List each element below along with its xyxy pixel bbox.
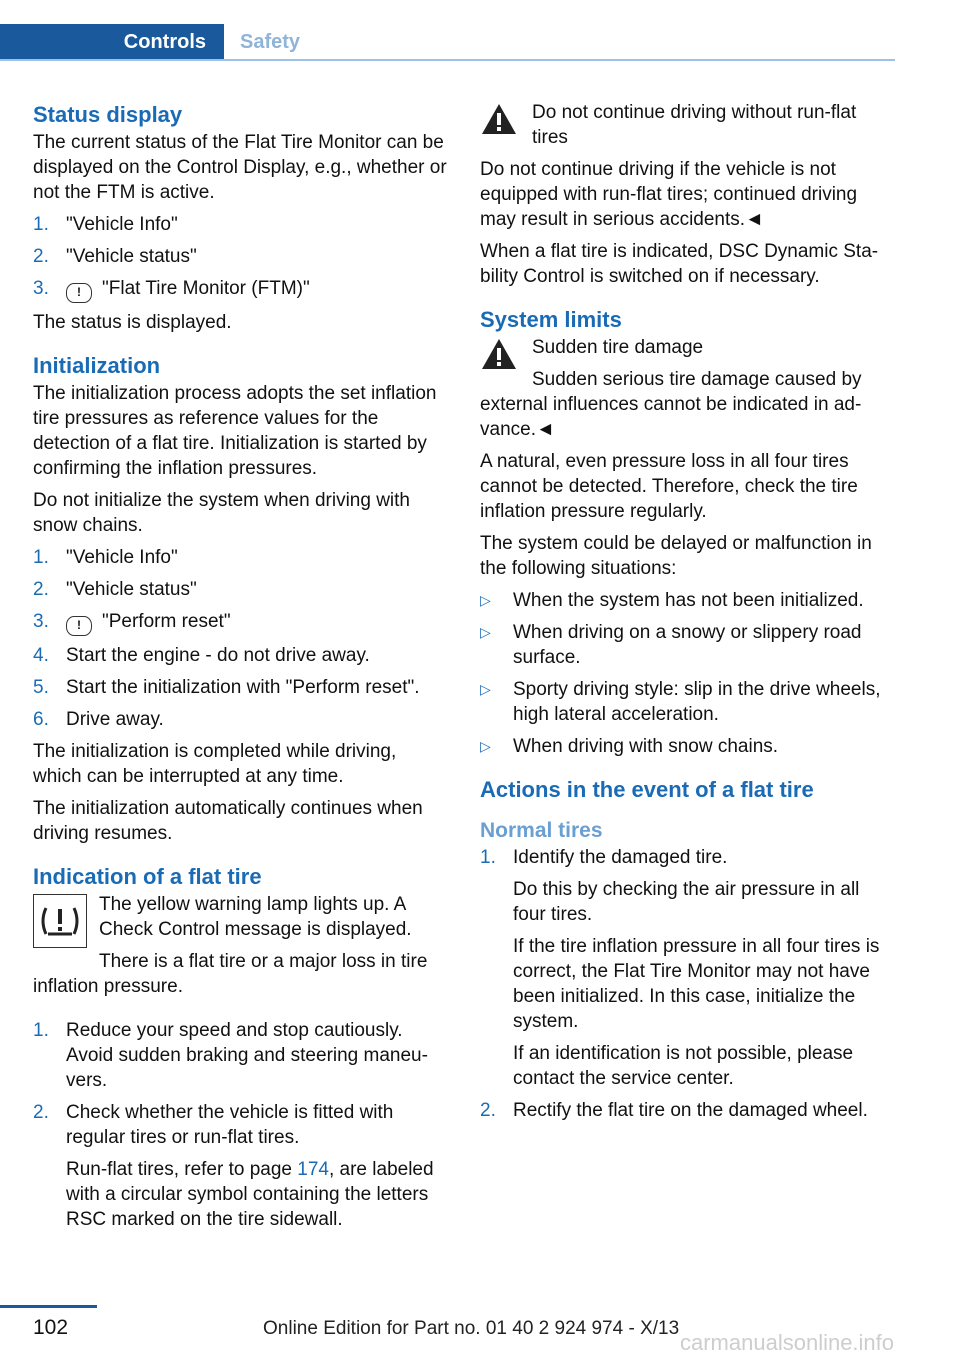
- heading-initialization: Initialization: [33, 353, 161, 378]
- section-tab-controls[interactable]: Controls: [0, 24, 224, 61]
- list-item: ▷ When the system has not been initialized.: [480, 590, 864, 611]
- status-after: The status is displayed.: [33, 312, 232, 333]
- heading-actions-flat: Actions in the event of a flat tire: [480, 777, 814, 802]
- edition-note: Online Edition for Part no. 01 40 2 924 974 - X/13: [263, 1318, 680, 1339]
- limits-p2: The system could be delayed or malfunction in the following situations:: [480, 533, 872, 579]
- list-item: 5. Start the initialization with "Perform reset".: [33, 677, 420, 698]
- list-item: 2. Check whether the vehicle is fitted with regular tires or run-flat tires. Run-flat tires, refer to page 174, are labeled with a circular symbol containing the letters RSC marked on the tire sidewall.: [33, 1102, 434, 1230]
- actions-steps: [480, 845, 896, 1123]
- status-steps: [33, 212, 447, 303]
- flat-lamp-text: The yellow warning lamp lights up. A Check Control message is displayed.: [99, 894, 412, 940]
- list-item: 2. "Vehicle status": [33, 246, 197, 267]
- init-after-2: The initialization automatically continues when driving resumes.: [33, 798, 423, 844]
- list-item: 4. Start the engine - do not drive away.: [33, 645, 370, 666]
- warning-title-sudden: Sudden tire damage: [532, 337, 704, 358]
- status-intro: The current status of the Flat Tire Monitor can be displayed on the Control Display, e.g., whether or not the FTM is active.: [33, 132, 447, 203]
- list-item: 1. "Vehicle Info": [33, 214, 178, 235]
- flat-steps: [33, 1018, 447, 1232]
- list-item: 3. ! "Flat Tire Monitor (FTM)": [33, 276, 447, 303]
- init-icon: !: [66, 616, 92, 636]
- init-note: Do not initialize the system when driving with snow chains.: [33, 490, 411, 536]
- init-after-1: The initialization is completed while driving, which can be interrupted at any time.: [33, 741, 397, 787]
- limits-p1: A natural, even pressure loss in all four tires cannot be detected. Therefore, check the tire inflation pressure regularly.: [480, 451, 858, 522]
- list-item: 6. Drive away.: [33, 709, 164, 730]
- warning-triangle-icon: [480, 102, 518, 136]
- warning-body-sudden: Sudden serious tire damage caused by external influences cannot be indicated in advance.◄: [480, 369, 862, 440]
- page-number-rule: [0, 1305, 97, 1308]
- right-column: [480, 100, 896, 1130]
- warning-title-runflat: Do not continue driving without run-flat tires: [532, 102, 857, 148]
- dsc-note: When a flat tire is indicated, DSC Dynamic Stability Control is switched on if necessary.: [480, 241, 879, 287]
- list-item: ▷ When driving with snow chains.: [480, 736, 779, 757]
- section-tab-safety[interactable]: Safety: [240, 31, 301, 53]
- list-item: 1. Reduce your speed and stop cautiously. Avoid sudden braking and steering maneuvers.: [33, 1020, 428, 1091]
- init-steps: [33, 545, 447, 732]
- init-intro: The initialization process adopts the set inflation tire pressures as reference values for the detection of a flat tire. Initialization is started by confirming the inflation pressures.: [33, 383, 437, 479]
- warning-triangle-icon: [480, 337, 518, 371]
- ftm-icon: !: [66, 283, 92, 303]
- list-item: 3. ! "Perform reset": [33, 609, 447, 636]
- page-link[interactable]: 174: [297, 1159, 329, 1180]
- heading-system-limits: System limits: [480, 307, 622, 332]
- watermark: carmanualsonline.info: [680, 1330, 895, 1355]
- warning-body-runflat: Do not continue driving if the vehicle is not equipped with run-flat tires; continued driving may result in serious accidents.◄: [480, 159, 858, 230]
- left-column: [33, 100, 447, 1239]
- list-item: 1. "Vehicle Info": [33, 547, 178, 568]
- subheading-normal-tires: Normal tires: [480, 819, 603, 842]
- heading-status-display: Status display: [33, 102, 183, 127]
- page-header: [0, 24, 895, 61]
- flat-tire-lamp-icon: [33, 894, 87, 948]
- list-item: 2. "Vehicle status": [33, 579, 197, 600]
- limits-list: [480, 588, 896, 759]
- header-rule: [0, 59, 895, 61]
- list-item: 1. Identify the damaged tire. Do this by checking the air pressure in all four tires. If the tire inflation pressure in all four tires is correct, the Flat Tire Monitor may not have been initialized. In this case, initialize the system. If an identification is not possible, please contact the service center.: [480, 847, 880, 1089]
- list-item: ▷ Sporty driving style: slip in the drive wheels, high lateral acceleration.: [480, 679, 881, 725]
- page-number: 102: [33, 1316, 69, 1339]
- list-item: ▷ When driving on a snowy or slippery road surface.: [480, 622, 862, 668]
- flat-desc: There is a flat tire or a major loss in tire inflation pressure.: [33, 951, 428, 997]
- heading-flat-tire: Indication of a flat tire: [33, 864, 262, 889]
- list-item: 2. Rectify the flat tire on the damaged wheel.: [480, 1100, 868, 1121]
